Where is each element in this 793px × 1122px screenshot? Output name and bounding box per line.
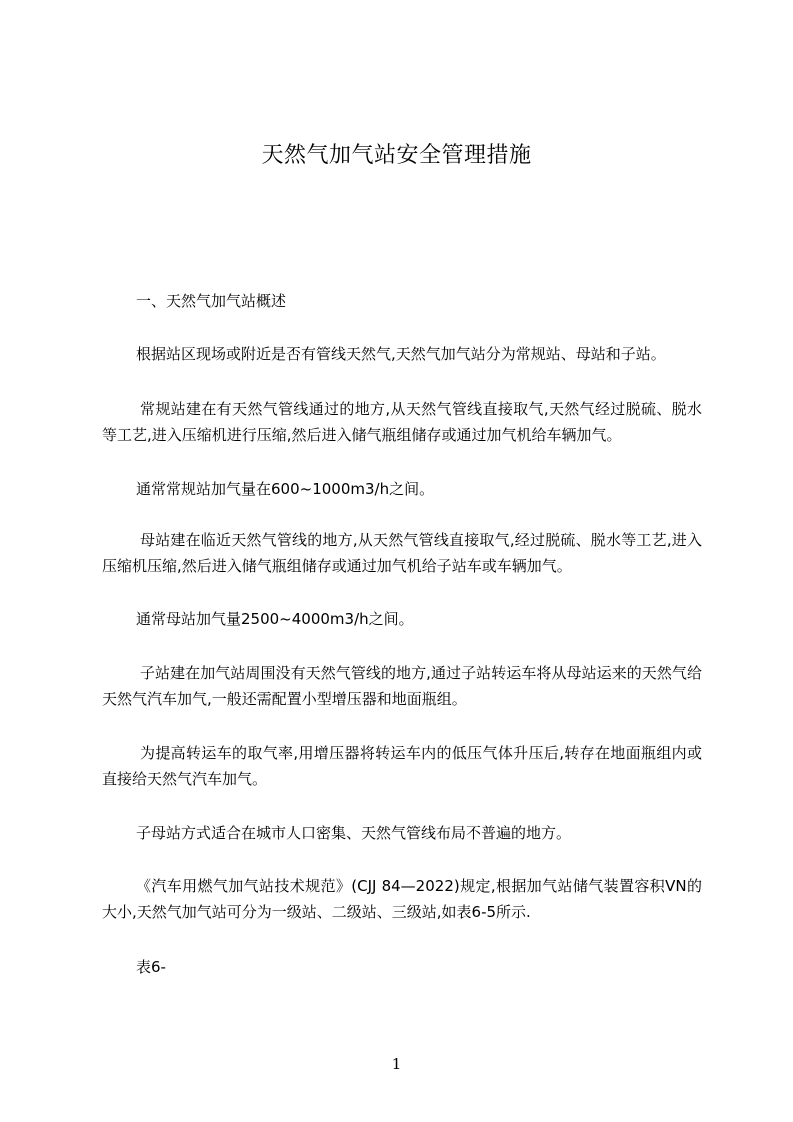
paragraph: 《汽车用燃气加气站技术规范》(CJJ 84—2022)规定,根据加气站储气装置容积VN的大小,天然气加气站可分为一级站、二级站、三级站,如表6-5所示. xyxy=(102,877,702,921)
paragraph: 通常常规站加气量在600~1000m3/h之间。 xyxy=(136,480,435,498)
paragraph: 子站建在加气站周围没有天然气管线的地方,通过子站转运车将从母站运来的天然气给天然气汽车加气,一般还需配置小型增压器和地面瓶组。 xyxy=(102,664,702,708)
paragraph: 通常母站加气量2500~4000m3/h之间。 xyxy=(136,610,414,628)
paragraph: 根据站区现场或附近是否有管线天然气,天然气加气站分为常规站、母站和子站。 xyxy=(136,345,666,363)
paragraph: 为提高转运车的取气率,用增压器将转运车内的低压气体升压后,转存在地面瓶组内或直接给天然气汽车加气。 xyxy=(102,744,702,788)
section-heading: 一、天然气加气站概述 xyxy=(136,292,287,310)
paragraph: 母站建在临近天然气管线的地方,从天然气管线直接取气,经过脱硫、脱水等工艺,进入压缩机压缩,然后进入储气瓶组储存或通过加气机给子站车或车辆加气。 xyxy=(102,531,702,575)
paragraph: 常规站建在有天然气管线通过的地方,从天然气管线直接取气,天然气经过脱硫、脱水等工艺,进入压缩机进行压缩,然后进入储气瓶组储存或通过加气机给车辆加气。 xyxy=(102,400,702,444)
page-number: 1 xyxy=(391,1055,402,1073)
paragraph: 子母站方式适合在城市人口密集、天然气管线布局不普遍的地方。 xyxy=(136,824,572,842)
document-title: 天然气加气站安全管理措施 xyxy=(261,143,532,168)
table-caption: 表6- xyxy=(136,958,166,976)
